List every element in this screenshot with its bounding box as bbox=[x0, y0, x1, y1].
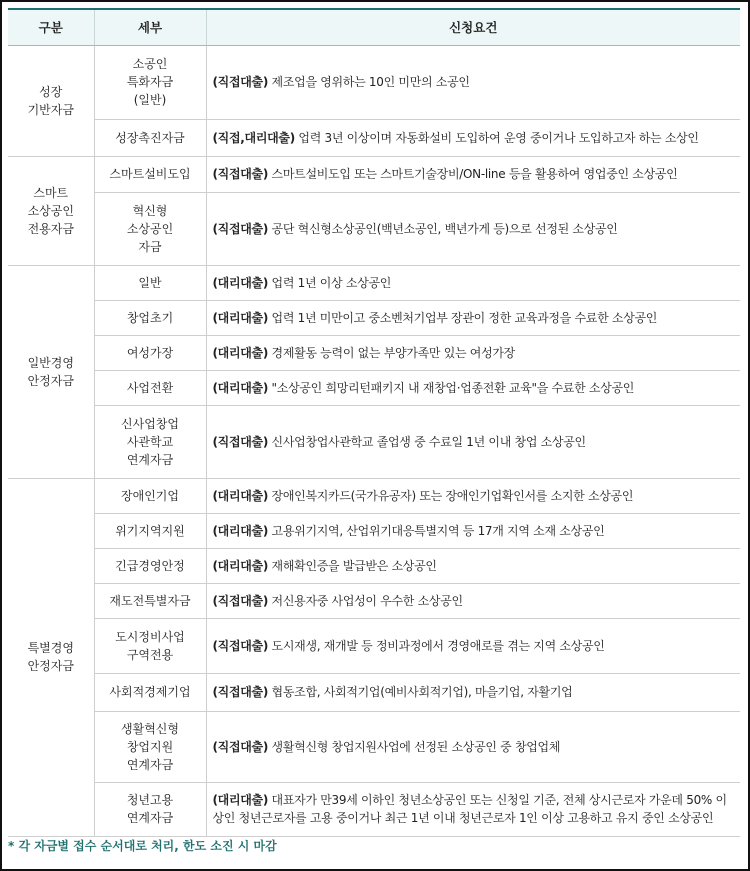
requirement-cell bbox=[206, 119, 740, 156]
header-detail: 세부 bbox=[94, 9, 206, 45]
table-row bbox=[8, 119, 740, 156]
requirement-text: 도시재생, 재개발 등 정비과정에서 경영애로를 겪는 지역 소상공인 bbox=[268, 638, 605, 653]
requirement-cell bbox=[206, 45, 740, 119]
loan-type-tag: (직접대출) bbox=[212, 167, 269, 181]
category-cell: 스마트 소상공인 전용자금 bbox=[8, 156, 94, 265]
requirement-cell bbox=[206, 548, 740, 583]
requirement-text: 재해확인증을 발급받은 소상공인 bbox=[268, 558, 437, 573]
requirement-cell bbox=[206, 405, 740, 478]
requirement-cell bbox=[206, 618, 740, 673]
requirement-text: 생활혁신형 창업지원사업에 선정된 소상공인 중 창업업체 bbox=[268, 739, 561, 754]
table-row bbox=[8, 300, 740, 335]
requirement-cell bbox=[206, 711, 740, 782]
requirement-cell bbox=[206, 265, 740, 300]
table-row bbox=[8, 156, 740, 192]
table-row bbox=[8, 405, 740, 478]
category-cell: 성장 기반자금 bbox=[8, 45, 94, 156]
requirement-text: 고용위기지역, 산업위기대응특별지역 등 17개 지역 소재 소상공인 bbox=[268, 523, 605, 538]
loan-type-tag: (직접,대리대출) bbox=[212, 130, 295, 145]
loan-type-tag: (대리대출) bbox=[212, 275, 269, 290]
requirement-cell bbox=[206, 513, 740, 548]
table-row bbox=[8, 370, 740, 405]
loan-type-tag: (대리대출) bbox=[212, 310, 269, 325]
loan-type-tag: (직접대출) bbox=[212, 434, 269, 449]
footnote-star: * bbox=[8, 839, 15, 853]
requirement-cell bbox=[206, 335, 740, 370]
loan-requirements-table bbox=[8, 8, 740, 837]
requirement-cell bbox=[206, 583, 740, 618]
detail-cell: 소공인 특화자금 (일반) bbox=[94, 45, 206, 119]
detail-cell: 일반 bbox=[94, 265, 206, 300]
detail-cell: 청년고용 연계자금 bbox=[94, 782, 206, 836]
loan-type-tag: (대리대출) bbox=[212, 523, 269, 538]
footnote-text: 각 자금별 접수 순서대로 처리, 한도 소진 시 마감 bbox=[14, 839, 277, 853]
loan-type-tag: (대리대출) bbox=[212, 488, 269, 503]
requirement-cell bbox=[206, 673, 740, 711]
requirement-text: 업력 3년 이상이며 자동화설비 도입하여 운영 중이거나 도입하고자 하는 소상인 bbox=[294, 130, 699, 145]
loan-type-tag: (직접대출) bbox=[212, 593, 269, 608]
detail-cell: 사업전환 bbox=[94, 370, 206, 405]
table-row bbox=[8, 618, 740, 673]
requirement-cell bbox=[206, 300, 740, 335]
detail-cell: 생활혁신형 창업지원 연계자금 bbox=[94, 711, 206, 782]
header-category: 구분 bbox=[8, 9, 94, 45]
table-row bbox=[8, 335, 740, 370]
table-header-row bbox=[8, 9, 740, 45]
header-requirements: 신청요건 bbox=[206, 9, 740, 45]
loan-type-tag: (직접대출) bbox=[212, 685, 269, 699]
requirement-text: 경제활동 능력이 없는 부양가족만 있는 여성가장 bbox=[268, 345, 515, 360]
table-row bbox=[8, 711, 740, 782]
loan-type-tag: (대리대출) bbox=[212, 558, 269, 573]
category-cell: 일반경영 안정자금 bbox=[8, 265, 94, 478]
detail-cell: 혁신형 소상공인 자금 bbox=[94, 192, 206, 265]
footnote bbox=[8, 837, 277, 854]
loan-type-tag: (대리대출) bbox=[212, 345, 269, 360]
table-row bbox=[8, 513, 740, 548]
requirement-cell bbox=[206, 370, 740, 405]
table-row bbox=[8, 673, 740, 711]
requirement-text: 장애인복지카드(국가유공자) 또는 장애인기업확인서를 소지한 소상공인 bbox=[268, 488, 634, 503]
requirement-text: 저신용자중 사업성이 우수한 소상공인 bbox=[268, 593, 463, 608]
table-row bbox=[8, 548, 740, 583]
detail-cell: 스마트설비도입 bbox=[94, 156, 206, 192]
table-row bbox=[8, 583, 740, 618]
loan-type-tag: (직접대출) bbox=[212, 739, 269, 754]
requirement-text: 제조업을 영위하는 10인 미만의 소공인 bbox=[268, 75, 470, 89]
requirement-text: 스마트설비도입 또는 스마트기술장비/ON-line 등을 활용하여 영업중인 소상공인 bbox=[268, 167, 678, 181]
detail-cell: 긴급경영안정 bbox=[94, 548, 206, 583]
requirement-text: "소상공인 희망리턴패키지 내 재창업·업종전환 교육"을 수료한 소상공인 bbox=[268, 380, 635, 395]
requirement-text: 업력 1년 미만이고 중소벤처기업부 장관이 정한 교육과정을 수료한 소상공인 bbox=[268, 310, 658, 325]
detail-cell: 창업초기 bbox=[94, 300, 206, 335]
table-row bbox=[8, 45, 740, 119]
loan-type-tag: (직접대출) bbox=[212, 221, 269, 236]
detail-cell: 재도전특별자금 bbox=[94, 583, 206, 618]
category-cell: 특별경영 안정자금 bbox=[8, 478, 94, 836]
requirement-text: 대표자가 만39세 이하인 청년소상공인 또는 신청일 기준, 전체 상시근로자 가운데 50% 이상인 청년근로자를 고용 중이거나 최근 1년 이내 청년근로자 1인 이상 고용하고 유지 중인 소상공인 bbox=[212, 793, 727, 825]
requirement-text: 신사업창업사관학교 졸업생 중 수료일 1년 이내 창업 소상공인 bbox=[268, 434, 586, 449]
requirement-text: 협동조합, 사회적기업(예비사회적기업), 마을기업, 자활기업 bbox=[268, 685, 573, 699]
detail-cell: 사회적경제기업 bbox=[94, 673, 206, 711]
loan-type-tag: (대리대출) bbox=[212, 380, 269, 395]
detail-cell: 장애인기업 bbox=[94, 478, 206, 513]
requirement-cell bbox=[206, 478, 740, 513]
detail-cell: 도시정비사업 구역전용 bbox=[94, 618, 206, 673]
table-row bbox=[8, 478, 740, 513]
table-row bbox=[8, 192, 740, 265]
loan-type-tag: (대리대출) bbox=[212, 793, 269, 807]
table-row bbox=[8, 265, 740, 300]
requirement-cell bbox=[206, 192, 740, 265]
requirement-cell bbox=[206, 782, 740, 836]
requirement-text: 공단 혁신형소상공인(백년소공인, 백년가게 등)으로 선정된 소상공인 bbox=[268, 221, 618, 236]
detail-cell: 위기지역지원 bbox=[94, 513, 206, 548]
loan-type-tag: (직접대출) bbox=[212, 638, 269, 653]
loan-type-tag: (직접대출) bbox=[212, 75, 269, 89]
table-row bbox=[8, 782, 740, 836]
requirement-text: 업력 1년 이상 소상공인 bbox=[268, 275, 392, 290]
requirement-cell bbox=[206, 156, 740, 192]
detail-cell: 성장촉진자금 bbox=[94, 119, 206, 156]
detail-cell: 신사업창업 사관학교 연계자금 bbox=[94, 405, 206, 478]
detail-cell: 여성가장 bbox=[94, 335, 206, 370]
